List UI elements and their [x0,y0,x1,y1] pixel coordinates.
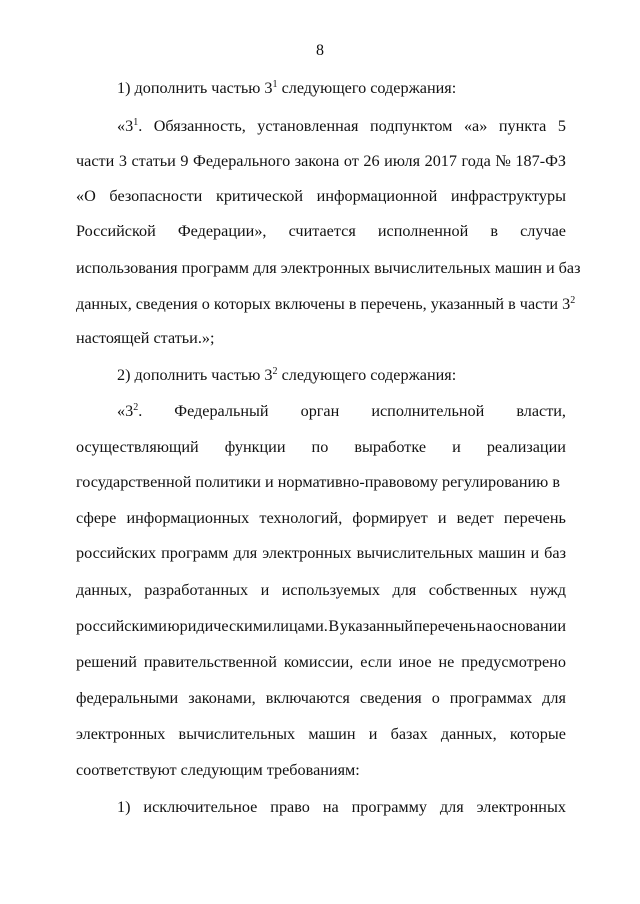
text-line: сфере информационных технологий, формирует и ведет перечень [76,509,566,527]
text-line: федеральными законами, включаются сведения о программах для [76,689,566,707]
text-line: 1) дополнить частью $3^1$ следующего содержания: [117,79,457,97]
text-line: «$3^2$. Федеральный орган исполнительной власти, [117,402,566,420]
text-line: 2) дополнить частью $3^2$ следующего содержания: [117,366,457,384]
text-line: части 3 статьи 9 Федерального закона от 26 июля 2017 года № 187-ФЗ [76,152,566,170]
text-line: 1) исключительное право на программу для электронных [117,798,566,816]
text-line: «О безопасности критической информационной инфраструктуры [76,187,566,205]
text-line: использования программ для электронных вычислительных машин и баз [76,259,581,277]
text-line: данных, разработанных и используемых для собственных нужд [76,581,566,599]
text-line: настоящей статьи.»; [76,329,215,347]
text-line: осуществляющий функции по выработке и реализации [76,438,566,456]
text-line: данных, сведения о которых включены в перечень, указанный в части $3^2$ [76,295,576,313]
text-line: соответствуют следующим требованиям: [76,761,360,779]
text-line: Российской Федерации», считается исполненной в случае [76,222,566,240]
text-line: государственной политики и нормативно-правовому регулированию в [76,473,560,491]
text-line: «$3^1$. Обязанность, установленная подпунктом «а» пункта 5 [117,117,566,135]
text-line: российскими юридическими лицами. В указанный перечень на основании [76,617,566,635]
text-line: российских программ для электронных вычислительных машин и баз [76,544,566,562]
text-line: решений правительственной комиссии, если иное не предусмотрено [76,653,566,671]
text-line: электронных вычислительных машин и базах данных, которые [76,725,566,743]
page-number: 8 [316,42,324,59]
